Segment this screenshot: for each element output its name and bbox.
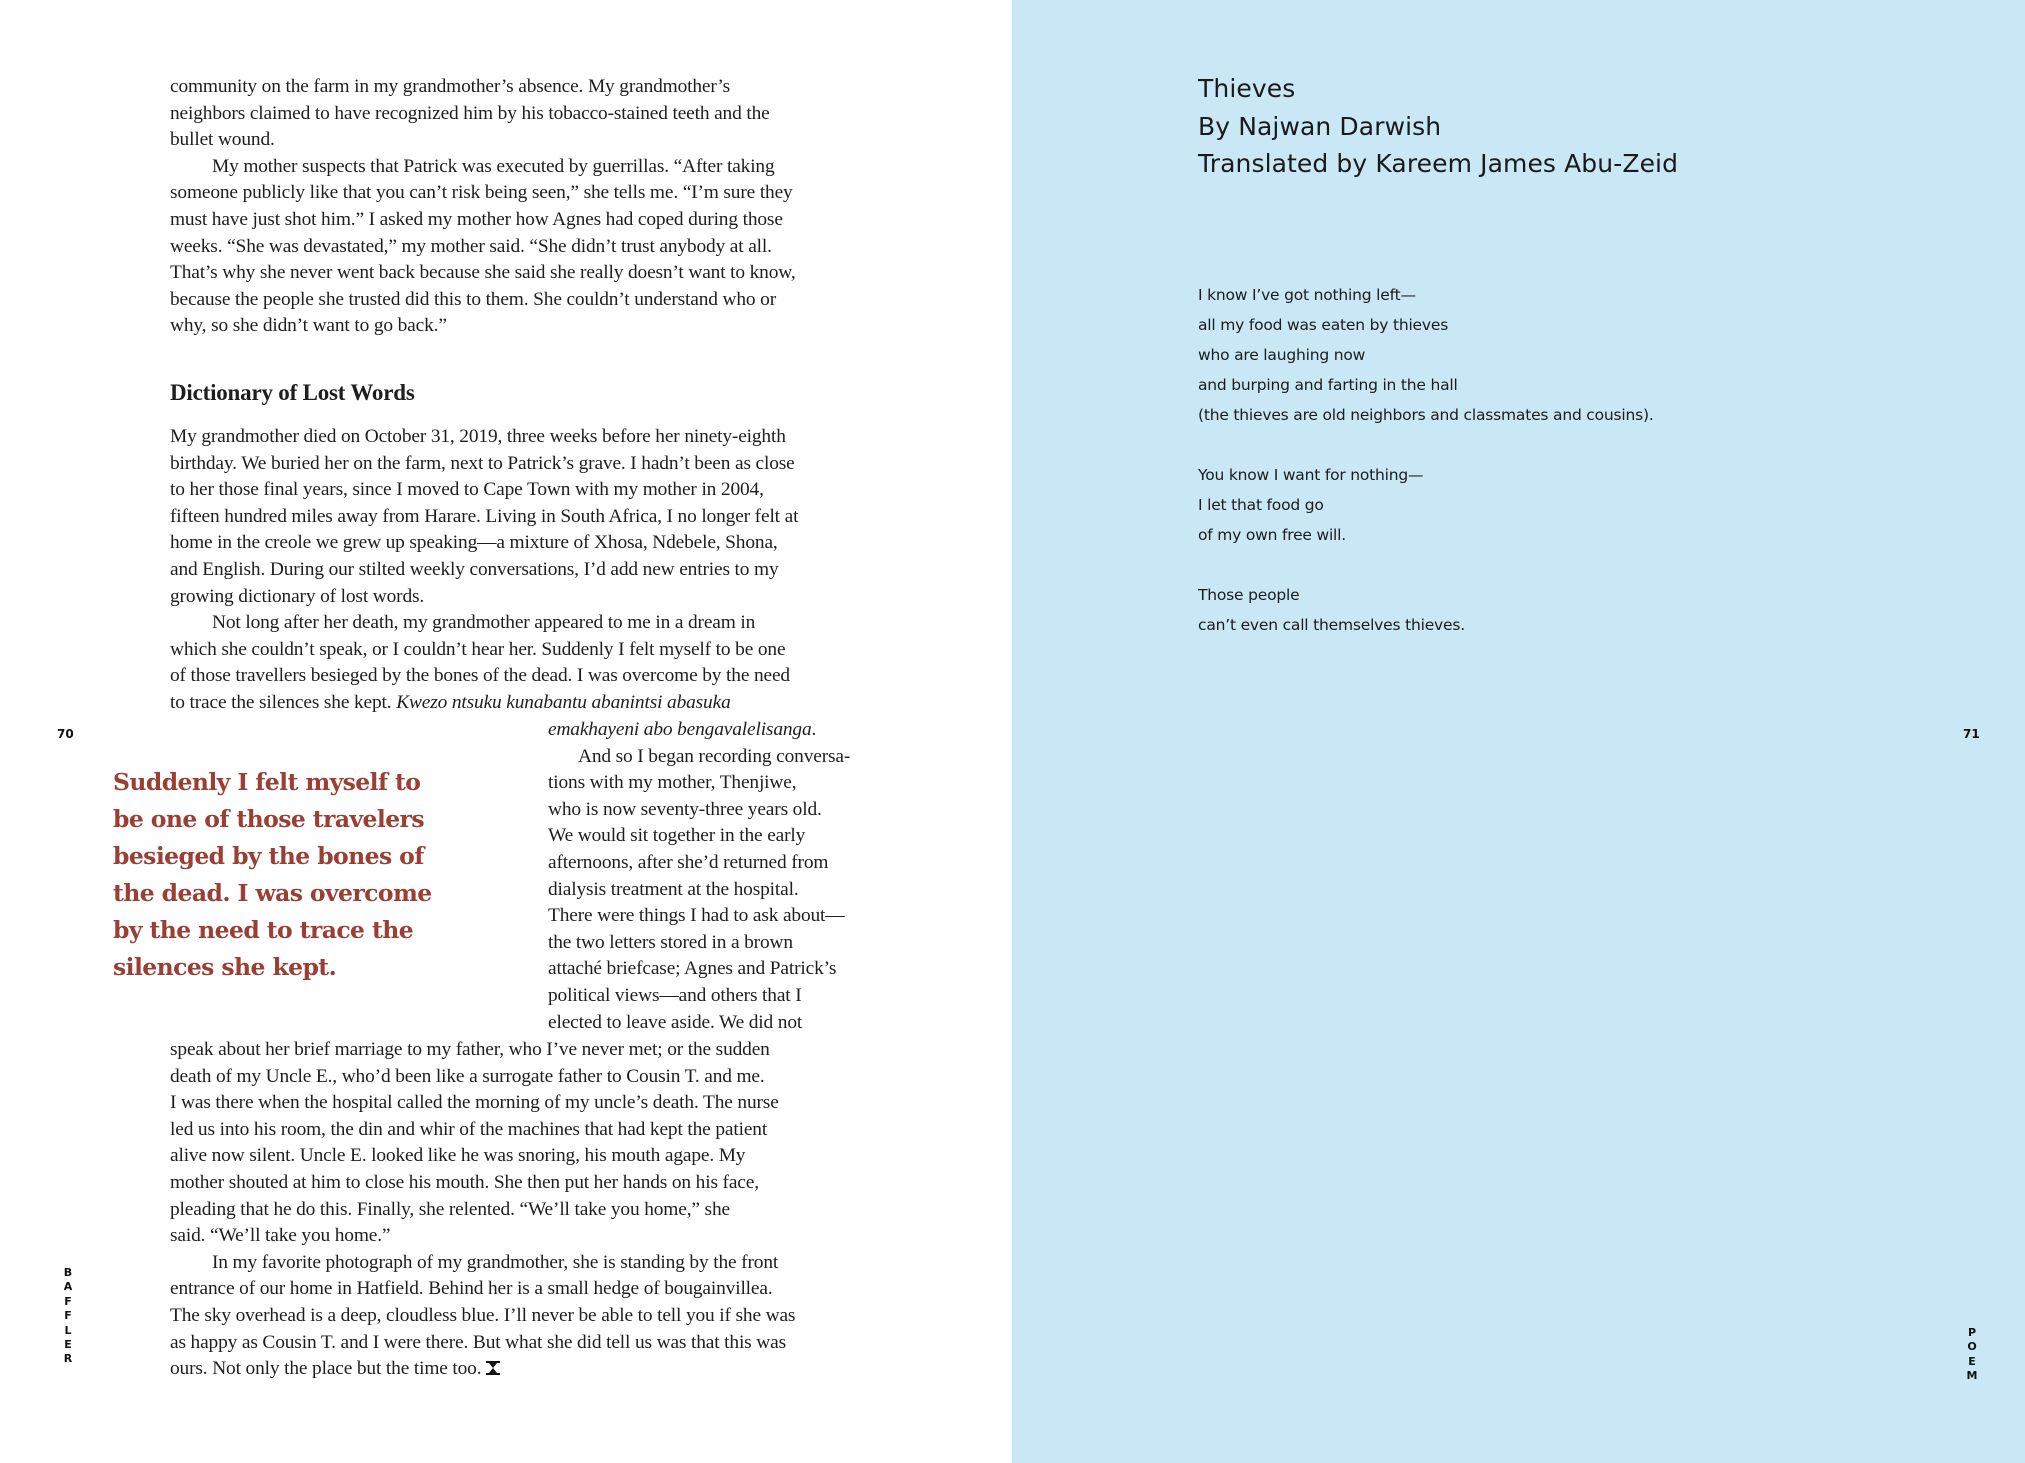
text-line: to her those final years, since I moved to Cape Town with my mother in 2004, <box>170 479 764 501</box>
text-line: neighbors claimed to have recognized him by his tobacco-stained teeth and the <box>170 102 770 124</box>
side-letter: R <box>63 1352 73 1366</box>
text-line: why, so she didn’t want to go back.” <box>170 315 447 337</box>
stanza <box>1198 460 1654 550</box>
text-line: elected to leave aside. We did not <box>548 1011 803 1033</box>
poem-line: I let that food go <box>1198 496 1324 514</box>
xhosa-phrase-cont: emakhayeni abo bengavalelisanga <box>548 719 812 740</box>
text-line: tions with my mother, Thenjiwe, <box>548 772 797 794</box>
text-line <box>170 690 910 717</box>
text-line: growing dictionary of lost words. <box>170 585 425 607</box>
text-line: which she couldn’t speak, or I couldn’t hear her. Suddenly I felt myself to be one <box>170 638 786 660</box>
text-line: In my favorite photograph of my grandmother, she is standing by the front <box>212 1251 779 1273</box>
page-number-left: 70 <box>57 727 74 741</box>
left-page <box>0 0 1012 1463</box>
poem-line: of my own free will. <box>1198 526 1346 544</box>
poem-line: and burping and farting in the hall <box>1198 376 1458 394</box>
text-line: mother shouted at him to close his mouth. She then put her hands on his face, <box>170 1171 759 1193</box>
pull-quote-line: Suddenly I felt myself to <box>113 768 421 796</box>
poem-line: can’t even call themselves thieves. <box>1198 616 1465 634</box>
narrow-column <box>548 717 918 1036</box>
poem-title: Thieves <box>1198 74 1296 103</box>
poem-line: I know I’ve got nothing left— <box>1198 286 1416 304</box>
text-line: as happy as Cousin T. and I were there. But what she did tell us was that this was <box>170 1331 786 1353</box>
side-letter: P <box>1967 1326 1977 1339</box>
text-line <box>170 1356 910 1383</box>
poem-line: who are laughing now <box>1198 346 1366 364</box>
text-line: political views—and others that I <box>548 984 802 1006</box>
pull-quote-line: be one of those travelers <box>113 805 424 833</box>
text-line: Not long after her death, my grandmother appeared to me in a dream in <box>212 612 756 634</box>
pull-quote-line: by the need to trace the <box>113 916 414 944</box>
section-side-label <box>1965 1326 1979 1384</box>
poem-line: all my food was eaten by thieves <box>1198 316 1449 334</box>
text-line: There were things I had to ask about— <box>548 905 845 927</box>
text-line: fifteen hundred miles away from Harare. Living in South Africa, I no longer felt at <box>170 505 799 527</box>
text-line: speak about her brief marriage to my father, who I’ve never met; or the sudden <box>170 1039 770 1060</box>
hourglass-end-mark-icon <box>485 1358 501 1385</box>
pull-quote-line: silences she kept. <box>113 953 337 981</box>
poem-author: By Najwan Darwish <box>1198 111 1442 141</box>
text-line: someone publicly like that you can’t risk being seen,” she tells me. “I’m sure they <box>170 182 793 204</box>
text-line <box>548 717 918 744</box>
text-line: must have just shot him.” I asked my mother how Agnes had coped during those <box>170 208 783 230</box>
text-line: attaché briefcase; Agnes and Patrick’s <box>548 958 837 980</box>
text-line: because the people she trusted did this to them. She couldn’t understand who or <box>170 288 777 310</box>
pull-quote-line: the dead. I was overcome <box>113 879 432 907</box>
opening-paragraph <box>170 74 910 340</box>
text-line: weeks. “She was devastated,” my mother said. “She didn’t trust anybody at all. <box>170 235 772 257</box>
text-line: death of my Uncle E., who’d been like a surrogate father to Cousin T. and me. <box>170 1065 765 1087</box>
section-heading: Dictionary of Lost Words <box>170 380 415 405</box>
side-letter: F <box>64 1309 72 1323</box>
closing-paragraphs <box>170 1037 910 1383</box>
side-letter: E <box>1968 1354 1976 1368</box>
poem-translator: Translated by Kareem James Abu-Zeid <box>1198 149 1679 178</box>
text-line: of those travellers besieged by the bones of the dead. I was overcome by the need <box>170 665 790 687</box>
side-letter: F <box>64 1294 72 1308</box>
page-number-right: 71 <box>1963 727 1980 741</box>
xhosa-phrase: Kwezo ntsuku kunabantu abanintsi abasuka <box>396 691 731 713</box>
pull-quote <box>113 764 533 986</box>
side-letter: E <box>64 1338 72 1352</box>
text-line: bullet wound. <box>170 129 275 151</box>
text-final: ours. Not only the place but the time too. <box>170 1358 482 1380</box>
poem-line: (the thieves are old neighbors and classmates and cousins). <box>1198 406 1654 424</box>
text-line: led us into his room, the din and whir of the machines that had kept the patient <box>170 1118 768 1140</box>
side-letter: B <box>63 1266 73 1279</box>
text-line: the two letters stored in a brown <box>548 931 793 953</box>
text-line: dialysis treatment at the hospital. <box>548 878 799 900</box>
text-line: I was there when the hospital called the morning of my uncle’s death. The nurse <box>170 1092 779 1114</box>
main-paragraphs <box>170 424 910 717</box>
side-letter: M <box>1966 1369 1978 1383</box>
text-line: pleading that he do this. Finally, she relented. “We’ll take you home,” she <box>170 1198 730 1220</box>
text-line: community on the farm in my grandmother’s absence. My grandmother’s <box>170 76 731 97</box>
text-line: We would sit together in the early <box>548 825 806 847</box>
poem-line: Those people <box>1198 586 1300 604</box>
text-line: home in the creole we grew up speaking—a mixture of Xhosa, Ndebele, Shona, <box>170 532 778 554</box>
poem-body <box>1198 280 1654 670</box>
text-line: entrance of our home in Hatfield. Behind her is a small hedge of bougainvillea. <box>170 1278 773 1300</box>
side-letter: O <box>1967 1340 1977 1354</box>
text-line: afternoons, after she’d returned from <box>548 851 829 873</box>
text-period: . <box>811 719 817 740</box>
text-line: birthday. We buried her on the farm, next to Patrick’s grave. I hadn’t been as close <box>170 452 795 474</box>
poem-title-block <box>1198 70 1678 183</box>
right-page <box>1012 0 2025 1463</box>
text-line: The sky overhead is a deep, cloudless blue. I’ll never be able to tell you if she was <box>170 1304 796 1326</box>
pull-quote-line: besieged by the bones of <box>113 842 424 870</box>
side-letter: A <box>63 1280 73 1294</box>
text-line: who is now seventy-three years old. <box>548 798 822 820</box>
side-letter: L <box>64 1323 72 1337</box>
text-plain: to trace the silences she kept. <box>170 691 392 713</box>
text-line: alive now silent. Uncle E. looked like he was snoring, his mouth agape. My <box>170 1145 746 1167</box>
stanza <box>1198 280 1654 430</box>
text-line: That’s why she never went back because she said she really doesn’t want to know, <box>170 262 796 284</box>
text-line: My mother suspects that Patrick was executed by guerrillas. “After taking <box>212 155 775 177</box>
poem-line: You know I want for nothing— <box>1198 466 1424 484</box>
text-line: said. “We’ll take you home.” <box>170 1225 391 1247</box>
text-line: and English. During our stilted weekly conversations, I’d add new entries to my <box>170 558 779 580</box>
text-line: And so I began recording conversa- <box>578 745 851 767</box>
magazine-side-label <box>61 1266 75 1367</box>
text-line: My grandmother died on October 31, 2019, three weeks before her ninety-eighth <box>170 426 786 447</box>
stanza <box>1198 580 1654 640</box>
